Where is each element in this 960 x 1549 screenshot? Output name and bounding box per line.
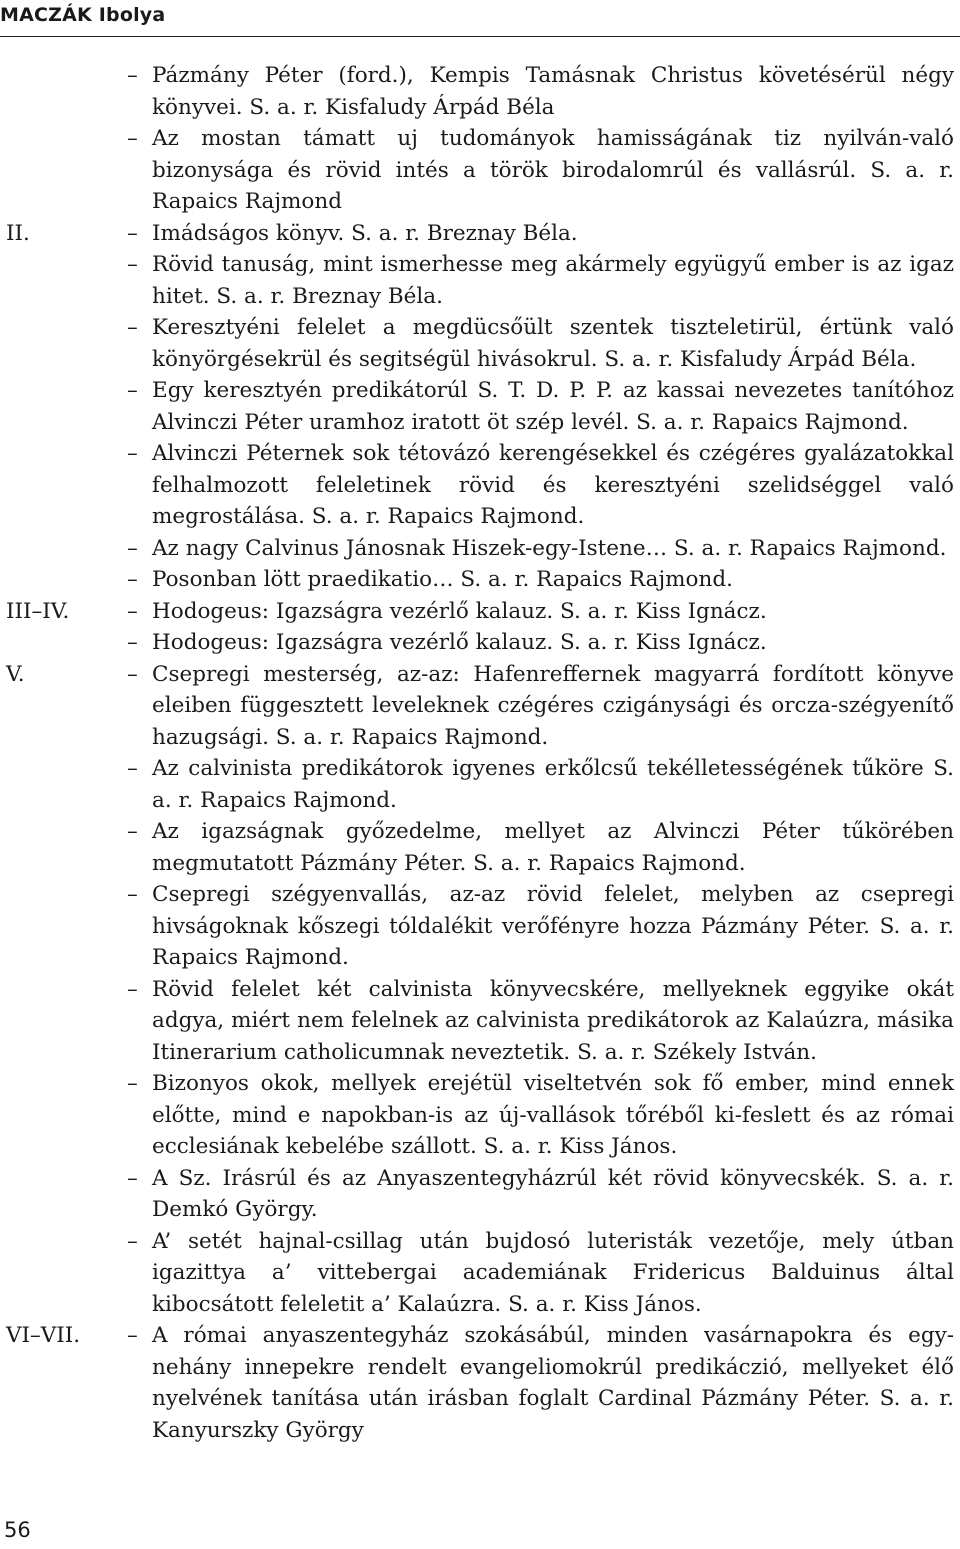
entry-text: Keresztyéni felelet a megdücsőült szentek tiszteletirül, értünk való könyörgésekrül és segitségül hivásokrul. S. a. r. Kisfaludy Árpád Béla. bbox=[152, 315, 954, 372]
bibliography-entry bbox=[0, 312, 960, 375]
entry-text: Rövid felelet két calvinista könyvecskére, mellyeknek eggyike okát adgya, miért nem felelnek az calvinista predikátorok az Kalaúzra, másika Itinerarium catholicumnak neveztetik. S. a. r. Székely István. bbox=[152, 976, 954, 1065]
entry-text: Pázmány Péter (ford.), Kempis Tamásnak Christus követésérül négy könyvei. S. a. r. Kisfaludy Árpád Béla bbox=[152, 63, 954, 120]
entry-dash: – bbox=[127, 1228, 138, 1254]
entry-text: Alvinczi Péternek sok tétovázó kerengésekkel és czégéres gyalázatokkal felhalmozott feleletinek rövid és keresztyéni szelidséggel való megrostálása. S. a. r. Rapaics Rajmond. bbox=[152, 441, 954, 529]
bibliography-entry bbox=[0, 1226, 960, 1321]
bibliography-entry bbox=[0, 564, 960, 596]
entry-dash: – bbox=[127, 220, 138, 246]
page-number: 56 bbox=[4, 1518, 31, 1542]
bibliography-entry bbox=[0, 218, 960, 250]
entry-dash: – bbox=[127, 567, 138, 592]
entry-dash: – bbox=[127, 756, 138, 781]
bibliography-entry bbox=[0, 60, 960, 123]
entry-text: Csepregi szégyenvallás, az-az rövid felelet, melyben az csepregi hivságoknak kőszegi tóldalékit verőfényre hozza Pázmány Péter. S. a. r. Rapaics Rajmond. bbox=[152, 882, 954, 970]
bibliography-entry bbox=[0, 879, 960, 974]
entry-dash: – bbox=[127, 630, 138, 655]
entry-text: Az mostan támatt uj tudományok hamisságának tiz nyilván-való bizonysága és rövid intés a török birodalomrúl és vallásrúl. S. a. r. Rapaics Rajmond bbox=[152, 126, 954, 214]
entry-text: Egy keresztyén predikátorúl S. T. D. P. P. az kassai nevezetes tanítóhoz Alvinczi Péter uramhoz iratott öt szép levél. S. a. r. Rapaics Rajmond. bbox=[152, 378, 954, 435]
bibliography-entry bbox=[0, 375, 960, 438]
entry-dash: – bbox=[127, 661, 138, 687]
bibliography-entry bbox=[0, 1163, 960, 1226]
bibliography-entry bbox=[0, 1068, 960, 1163]
entry-text: Posonban lött praedikatio… S. a. r. Rapaics Rajmond. bbox=[152, 567, 733, 592]
bibliography-entry bbox=[0, 438, 960, 533]
bibliography-entry bbox=[0, 974, 960, 1069]
entry-text: Csepregi mesterség, az-az: Hafenreffernek magyarrá fordított könyve eleiben függesztett leveleknek czégéres czigánysági és orcza-szégyenítő hazugsági. S. a. r. Rapaics Rajmond. bbox=[152, 661, 954, 750]
bibliography-entry bbox=[0, 1320, 960, 1446]
entry-text: Hodogeus: Igazságra vezérlő kalauz. S. a. r. Kiss Ignácz. bbox=[152, 630, 767, 655]
bibliography-entry bbox=[0, 249, 960, 312]
entry-dash: – bbox=[127, 441, 138, 466]
entry-text: A’ setét hajnal-csillag után bujdosó luteristák vezetője, mely útban igazittya a’ vittebergai academiának Fridericus Balduinus által kibocsátott feleletit a’ Kalaúzra. S. a. r. Kiss János. bbox=[152, 1228, 954, 1317]
bibliography-entry bbox=[0, 753, 960, 816]
volume-label: VI–VII. bbox=[6, 1323, 81, 1348]
entry-dash: – bbox=[127, 126, 138, 151]
entry-text: Bizonyos okok, mellyek erejétül viseltetvén sok fő ember, mind ennek előtte, mind e napokban-is az új-vallások tőréből ki-feslett és az római ecclesiának kebelébe szállott. S. a. r. Kiss János. bbox=[152, 1071, 954, 1159]
entry-dash: – bbox=[127, 976, 138, 1002]
entry-dash: – bbox=[127, 819, 138, 844]
entry-text: A római anyaszentegyház szokásábúl, minden vasárnapokra és egy-nehány innepekre rendelt evangeliomokrúl predikáczió, mellyeket élő nyelvének tanítása után irásban foglalt Cardinal Pázmány Péter. S. a. r. Kanyurszky György bbox=[152, 1323, 954, 1443]
entry-text: A Sz. Irásrúl és az Anyaszentegyházrúl két rövid könyvecskék. S. a. r. Demkó György. bbox=[152, 1165, 954, 1222]
entry-text: Az igazságnak győzedelme, mellyet az Alvinczi Péter tűkörében megmutatott Pázmány Péter. S. a. r. Rapaics Rajmond. bbox=[152, 819, 954, 876]
running-head: MACZÁK Ibolya bbox=[0, 4, 166, 26]
bibliography-entry bbox=[0, 659, 960, 754]
entry-text: Imádságos könyv. S. a. r. Breznay Béla. bbox=[152, 220, 578, 246]
entry-dash: – bbox=[127, 535, 138, 561]
entry-text: Rövid tanuság, mint ismerhesse meg akármely együgyű ember is az igaz hitet. S. a. r. Breznay Béla. bbox=[152, 252, 954, 309]
bibliography-entry bbox=[0, 123, 960, 218]
entry-dash: – bbox=[127, 1323, 138, 1348]
entry-dash: – bbox=[127, 1165, 138, 1191]
bibliography-list bbox=[0, 60, 960, 1446]
volume-label: V. bbox=[6, 661, 25, 687]
entry-text: Az calvinista predikátorok igyenes erkőlcsű tekélletességének tűköre S. a. r. Rapaics Rajmond. bbox=[152, 756, 954, 813]
entry-dash: – bbox=[127, 598, 138, 624]
bibliography-entry bbox=[0, 627, 960, 659]
bibliography-entry bbox=[0, 816, 960, 879]
entry-dash: – bbox=[127, 1071, 138, 1096]
entry-dash: – bbox=[127, 315, 138, 340]
entry-text: Hodogeus: Igazságra vezérlő kalauz. S. a. r. Kiss Ignácz. bbox=[152, 598, 767, 624]
volume-label: III–IV. bbox=[6, 598, 70, 624]
volume-label: II. bbox=[6, 220, 30, 246]
entry-dash: – bbox=[127, 378, 138, 403]
header-rule bbox=[0, 36, 960, 37]
bibliography-entry bbox=[0, 533, 960, 565]
entry-dash: – bbox=[127, 252, 138, 277]
bibliography-entry bbox=[0, 596, 960, 628]
entry-dash: – bbox=[127, 63, 138, 88]
entry-dash: – bbox=[127, 882, 138, 907]
entry-text: Az nagy Calvinus Jánosnak Hiszek-egy-Istene… S. a. r. Rapaics Rajmond. bbox=[152, 535, 947, 561]
